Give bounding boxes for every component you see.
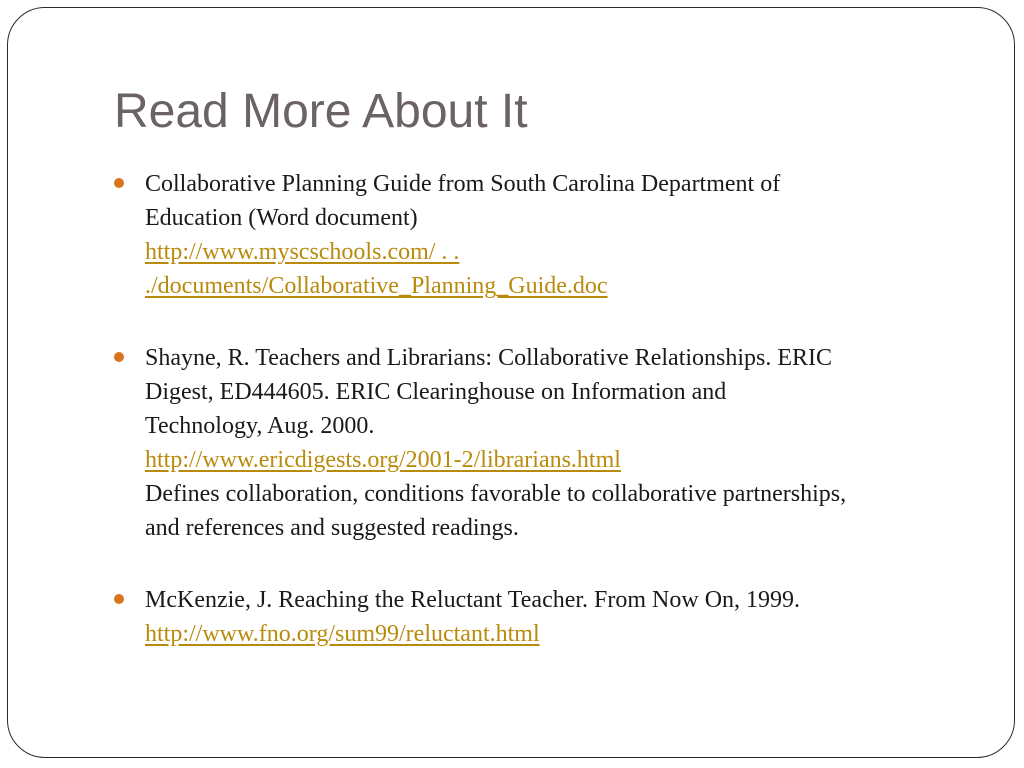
collaborative-planning-guide-link-line-2[interactable]: ./documents/Collaborative_Planning_Guide.doc [145,273,608,299]
bullet-item-1 [114,167,984,303]
bullet-item-3 [114,583,984,651]
bullet-dot-icon [114,594,124,604]
fno-reluctant-link[interactable]: http://www.fno.org/sum99/reluctant.html [145,621,540,647]
bullet-2-text-line-1: Shayne, R. Teachers and Librarians: Collaborative Relationships. ERIC [145,345,833,371]
bullet-dot-icon [114,352,124,362]
slide-content [114,167,984,651]
collaborative-planning-guide-link-line-1[interactable]: http://www.myscschools.com/ . . [145,239,460,265]
bullet-item-2 [114,341,984,545]
bullet-2-text-line-2: Digest, ED444605. ERIC Clearinghouse on Information and [145,379,727,405]
bullet-3-text-line-1: McKenzie, J. Reaching the Reluctant Teacher. From Now On, 1999. [145,587,801,613]
slide-title: Read More About It [114,85,528,138]
ericdigests-librarians-link[interactable]: http://www.ericdigests.org/2001-2/librarians.html [145,447,621,473]
bullet-1-text-line-1: Collaborative Planning Guide from South Carolina Department of [145,171,781,197]
bullet-1-text-line-2: Education (Word document) [145,205,418,231]
bullet-2-text-line-3: Technology, Aug. 2000. [145,413,375,439]
bullet-dot-icon [114,178,124,188]
bullet-2-description-line-2: and references and suggested readings. [145,515,519,541]
bullet-2-description-line-1: Defines collaboration, conditions favorable to collaborative partnerships, [145,481,847,507]
